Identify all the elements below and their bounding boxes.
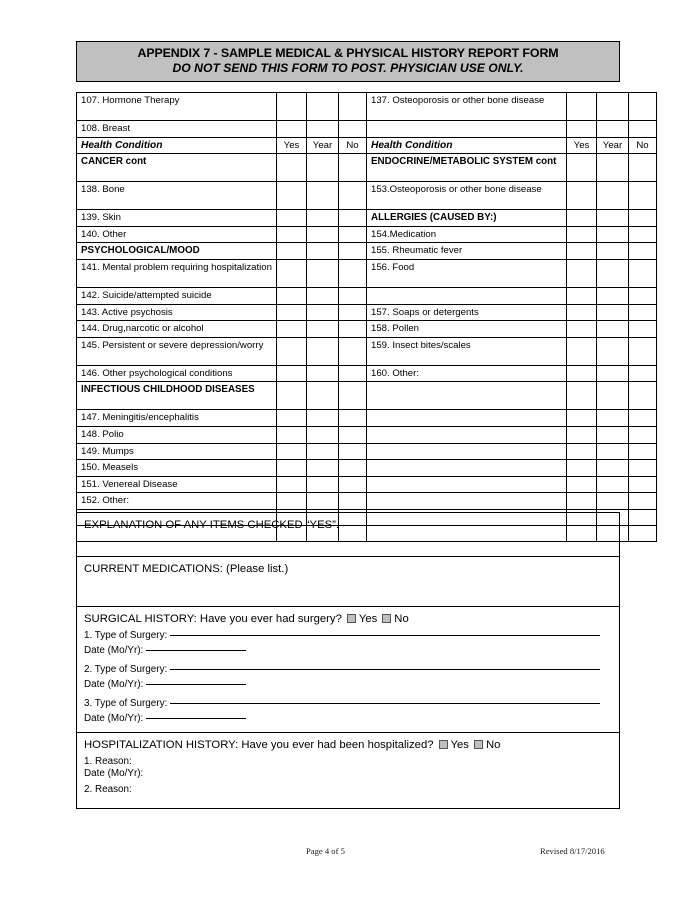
health-condition-table-body bbox=[77, 93, 657, 542]
yes-checkbox-cell-right[interactable] bbox=[567, 460, 597, 477]
explanation-section[interactable] bbox=[76, 512, 620, 557]
yes-checkbox-cell-right[interactable] bbox=[567, 182, 597, 210]
year-cell-right[interactable] bbox=[597, 365, 629, 382]
year-cell-left[interactable] bbox=[307, 154, 339, 182]
table-row bbox=[77, 493, 657, 510]
no-checkbox-cell-right[interactable] bbox=[629, 304, 657, 321]
year-cell-right[interactable] bbox=[597, 321, 629, 338]
no-checkbox-cell-left[interactable] bbox=[339, 321, 367, 338]
condition-label-left: 140. Other bbox=[77, 226, 277, 243]
surgical-yes-label: Yes bbox=[358, 613, 378, 625]
year-cell-right[interactable] bbox=[597, 304, 629, 321]
no-checkbox-cell-left[interactable] bbox=[339, 182, 367, 210]
no-checkbox-cell-right[interactable] bbox=[629, 210, 657, 227]
yes-checkbox-cell-left[interactable] bbox=[277, 121, 307, 138]
no-checkbox-cell-left[interactable] bbox=[339, 121, 367, 138]
year-cell-left[interactable] bbox=[307, 182, 339, 210]
column-header-condition-left: Health Condition bbox=[77, 137, 277, 154]
surgical-history-title-row bbox=[84, 612, 613, 627]
table-row bbox=[77, 443, 657, 460]
yes-checkbox-cell-left[interactable] bbox=[277, 337, 307, 365]
table-row bbox=[77, 210, 657, 227]
year-cell-left[interactable] bbox=[307, 226, 339, 243]
column-header-year-right: Year bbox=[597, 137, 629, 154]
surgical-history-title: SURGICAL HISTORY: Have you ever had surgery? bbox=[84, 613, 342, 625]
yes-checkbox-cell-right[interactable] bbox=[567, 410, 597, 427]
year-cell-left[interactable] bbox=[307, 287, 339, 304]
table-row bbox=[77, 259, 657, 287]
yes-checkbox-cell-left[interactable] bbox=[277, 493, 307, 510]
year-cell-right[interactable] bbox=[597, 243, 629, 260]
yes-checkbox-cell-right[interactable] bbox=[567, 259, 597, 287]
table-header-row bbox=[77, 137, 657, 154]
condition-label-left: 139. Skin bbox=[77, 210, 277, 227]
yes-checkbox-cell-right[interactable] bbox=[567, 382, 597, 410]
yes-checkbox-cell-left[interactable] bbox=[277, 93, 307, 121]
no-checkbox-cell-right[interactable] bbox=[629, 426, 657, 443]
no-checkbox-cell-right[interactable] bbox=[629, 493, 657, 510]
form-title-line-1: APPENDIX 7 - SAMPLE MEDICAL & PHYSICAL HISTORY REPORT FORM bbox=[137, 46, 559, 60]
condition-label-right bbox=[367, 410, 567, 427]
condition-label-left: 138. Bone bbox=[77, 182, 277, 210]
year-cell-right[interactable] bbox=[597, 410, 629, 427]
condition-label-left: 151. Venereal Disease bbox=[77, 476, 277, 493]
surgery-3-type-label: 3. Type of Surgery: bbox=[84, 697, 168, 709]
footer-page-number: Page 4 of 5 bbox=[306, 846, 345, 856]
health-condition-table bbox=[76, 92, 657, 542]
surgical-no-checkbox[interactable] bbox=[382, 614, 391, 623]
no-checkbox-cell-left[interactable] bbox=[339, 410, 367, 427]
form-title-banner bbox=[76, 41, 620, 82]
surgery-3-type-input[interactable] bbox=[170, 695, 600, 704]
yes-checkbox-cell-right[interactable] bbox=[567, 210, 597, 227]
current-medications-title: CURRENT MEDICATIONS: (Please list.) bbox=[84, 563, 289, 575]
no-checkbox-cell-right[interactable] bbox=[629, 509, 657, 525]
condition-label-right bbox=[367, 382, 567, 410]
yes-checkbox-cell-right[interactable] bbox=[567, 337, 597, 365]
no-checkbox-cell-left[interactable] bbox=[339, 337, 367, 365]
surgery-1-date-label: Date (Mo/Yr): bbox=[84, 645, 144, 657]
yes-checkbox-cell-left[interactable] bbox=[277, 182, 307, 210]
no-checkbox-cell-left[interactable] bbox=[339, 304, 367, 321]
condition-label-left: 144. Drug,narcotic or alcohol bbox=[77, 321, 277, 338]
table-row bbox=[77, 93, 657, 121]
table-row bbox=[77, 382, 657, 410]
condition-label-right: ENDOCRINE/METABOLIC SYSTEM cont bbox=[367, 154, 567, 182]
surgical-yes-checkbox[interactable] bbox=[347, 614, 356, 623]
hospitalization-yes-checkbox[interactable] bbox=[439, 740, 448, 749]
no-checkbox-cell-left[interactable] bbox=[339, 259, 367, 287]
yes-checkbox-cell-left[interactable] bbox=[277, 210, 307, 227]
surgery-2-type-input[interactable] bbox=[170, 661, 600, 670]
no-checkbox-cell-right[interactable] bbox=[629, 382, 657, 410]
condition-label-right: 137. Osteoporosis or other bone disease bbox=[367, 93, 567, 121]
condition-label-left: 148. Polio bbox=[77, 426, 277, 443]
current-medications-section[interactable] bbox=[76, 556, 620, 607]
hospitalization-history-section bbox=[76, 732, 620, 809]
condition-label-left: 145. Persistent or severe depression/worry bbox=[77, 337, 277, 365]
table-row bbox=[77, 121, 657, 138]
condition-label-left: 152. Other: bbox=[77, 493, 277, 510]
year-cell-left[interactable] bbox=[307, 493, 339, 510]
column-header-no-left: No bbox=[339, 137, 367, 154]
no-checkbox-cell-left[interactable] bbox=[339, 287, 367, 304]
year-cell-right[interactable] bbox=[597, 337, 629, 365]
condition-label-left: 150. Measels bbox=[77, 460, 277, 477]
no-checkbox-cell-left[interactable] bbox=[339, 226, 367, 243]
condition-label-left: PSYCHOLOGICAL/MOOD bbox=[77, 243, 277, 260]
surgery-1-type-row bbox=[84, 627, 613, 642]
condition-label-right: 155. Rheumatic fever bbox=[367, 243, 567, 260]
no-checkbox-cell-right[interactable] bbox=[629, 460, 657, 477]
no-checkbox-cell-right[interactable] bbox=[629, 93, 657, 121]
no-checkbox-cell-left[interactable] bbox=[339, 93, 367, 121]
year-cell-left[interactable] bbox=[307, 460, 339, 477]
condition-label-left: CANCER cont bbox=[77, 154, 277, 182]
no-checkbox-cell-right[interactable] bbox=[629, 365, 657, 382]
condition-label-right bbox=[367, 476, 567, 493]
yes-checkbox-cell-right[interactable] bbox=[567, 121, 597, 138]
yes-checkbox-cell-left[interactable] bbox=[277, 243, 307, 260]
yes-checkbox-cell-left[interactable] bbox=[277, 154, 307, 182]
year-cell-right[interactable] bbox=[597, 460, 629, 477]
year-cell-right[interactable] bbox=[597, 426, 629, 443]
table-row bbox=[77, 337, 657, 365]
column-header-no-right: No bbox=[629, 137, 657, 154]
explanation-title: EXPLANATION OF ANY ITEMS CHECKED “YES”. bbox=[84, 519, 340, 531]
yes-checkbox-cell-right[interactable] bbox=[567, 226, 597, 243]
yes-checkbox-cell-left[interactable] bbox=[277, 365, 307, 382]
hospitalization-2-reason-row[interactable]: 2. Reason: bbox=[84, 783, 132, 795]
condition-label-right bbox=[367, 493, 567, 510]
no-checkbox-cell-left[interactable] bbox=[339, 426, 367, 443]
column-header-yes-right: Yes bbox=[567, 137, 597, 154]
condition-label-right bbox=[367, 443, 567, 460]
table-row bbox=[77, 287, 657, 304]
surgery-1-date-row bbox=[84, 642, 613, 657]
yes-checkbox-cell-right[interactable] bbox=[567, 443, 597, 460]
yes-checkbox-cell-right[interactable] bbox=[567, 304, 597, 321]
year-cell-right[interactable] bbox=[597, 287, 629, 304]
condition-label-right: 160. Other: bbox=[367, 365, 567, 382]
year-cell-left[interactable] bbox=[307, 426, 339, 443]
surgery-1-date-input[interactable] bbox=[146, 642, 246, 651]
hospitalization-history-title-row bbox=[84, 738, 613, 753]
year-cell-left[interactable] bbox=[307, 337, 339, 365]
surgery-3-date-input[interactable] bbox=[146, 710, 246, 719]
hospitalization-yes-label: Yes bbox=[450, 739, 469, 751]
no-checkbox-cell-right[interactable] bbox=[629, 121, 657, 138]
no-checkbox-cell-right[interactable] bbox=[629, 525, 657, 541]
surgery-1-type-label: 1. Type of Surgery: bbox=[84, 630, 168, 641]
no-checkbox-cell-right[interactable] bbox=[629, 182, 657, 210]
condition-label-right: ALLERGIES (CAUSED BY:) bbox=[367, 210, 567, 227]
year-cell-left[interactable] bbox=[307, 259, 339, 287]
column-header-condition-right: Health Condition bbox=[367, 137, 567, 154]
condition-label-right: 157. Soaps or detergents bbox=[367, 304, 567, 321]
year-cell-right[interactable] bbox=[597, 382, 629, 410]
yes-checkbox-cell-right[interactable] bbox=[567, 365, 597, 382]
year-cell-right[interactable] bbox=[597, 93, 629, 121]
yes-checkbox-cell-right[interactable] bbox=[567, 287, 597, 304]
yes-checkbox-cell-right[interactable] bbox=[567, 243, 597, 260]
hospitalization-no-label: No bbox=[485, 739, 501, 751]
yes-checkbox-cell-left[interactable] bbox=[277, 443, 307, 460]
no-checkbox-cell-right[interactable] bbox=[629, 154, 657, 182]
no-checkbox-cell-right[interactable] bbox=[629, 243, 657, 260]
table-row bbox=[77, 321, 657, 338]
condition-label-right: 153.Osteoporosis or other bone disease bbox=[367, 182, 567, 210]
form-title-line-2: DO NOT SEND THIS FORM TO POST. PHYSICIAN USE ONLY. bbox=[172, 61, 524, 75]
yes-checkbox-cell-left[interactable] bbox=[277, 476, 307, 493]
year-cell-right[interactable] bbox=[597, 493, 629, 510]
yes-checkbox-cell-right[interactable] bbox=[567, 154, 597, 182]
no-checkbox-cell-left[interactable] bbox=[339, 243, 367, 260]
no-checkbox-cell-right[interactable] bbox=[629, 321, 657, 338]
table-row bbox=[77, 476, 657, 493]
footer-revised-date: Revised 8/17/2016 bbox=[540, 846, 605, 856]
yes-checkbox-cell-left[interactable] bbox=[277, 287, 307, 304]
no-checkbox-cell-left[interactable] bbox=[339, 443, 367, 460]
table-row bbox=[77, 243, 657, 260]
table-row bbox=[77, 365, 657, 382]
year-cell-left[interactable] bbox=[307, 210, 339, 227]
no-checkbox-cell-left[interactable] bbox=[339, 382, 367, 410]
condition-label-left: 149. Mumps bbox=[77, 443, 277, 460]
year-cell-right[interactable] bbox=[597, 121, 629, 138]
condition-label-right: 156. Food bbox=[367, 259, 567, 287]
yes-checkbox-cell-left[interactable] bbox=[277, 410, 307, 427]
no-checkbox-cell-right[interactable] bbox=[629, 337, 657, 365]
year-cell-right[interactable] bbox=[597, 210, 629, 227]
year-cell-left[interactable] bbox=[307, 365, 339, 382]
column-header-year-left: Year bbox=[307, 137, 339, 154]
no-checkbox-cell-right[interactable] bbox=[629, 226, 657, 243]
no-checkbox-cell-right[interactable] bbox=[629, 287, 657, 304]
condition-label-right: 159. Insect bites/scales bbox=[367, 337, 567, 365]
no-checkbox-cell-left[interactable] bbox=[339, 460, 367, 477]
hospitalization-1-date-row[interactable]: Date (Mo/Yr): bbox=[84, 768, 144, 780]
yes-checkbox-cell-left[interactable] bbox=[277, 321, 307, 338]
surgery-1-type-input[interactable] bbox=[170, 627, 600, 636]
hospitalization-no-checkbox[interactable] bbox=[474, 740, 483, 749]
table-row bbox=[77, 426, 657, 443]
year-cell-left[interactable] bbox=[307, 382, 339, 410]
surgery-2-date-label: Date (Mo/Yr): bbox=[84, 679, 144, 691]
hospitalization-1-reason-row[interactable]: 1. Reason: bbox=[84, 756, 132, 767]
no-checkbox-cell-right[interactable] bbox=[629, 259, 657, 287]
yes-checkbox-cell-right[interactable] bbox=[567, 321, 597, 338]
year-cell-right[interactable] bbox=[597, 154, 629, 182]
condition-label-left: INFECTIOUS CHILDHOOD DISEASES bbox=[77, 382, 277, 410]
hospitalization-history-title: HOSPITALIZATION HISTORY: Have you ever had been hospitalized? bbox=[84, 739, 434, 751]
condition-label-right bbox=[367, 287, 567, 304]
table-row bbox=[77, 226, 657, 243]
condition-label-left: 146. Other psychological conditions bbox=[77, 365, 277, 382]
surgery-2-date-row bbox=[84, 676, 613, 691]
condition-label-right: 158. Pollen bbox=[367, 321, 567, 338]
year-cell-right[interactable] bbox=[597, 182, 629, 210]
condition-label-right: 154.Medication bbox=[367, 226, 567, 243]
yes-checkbox-cell-right[interactable] bbox=[567, 493, 597, 510]
condition-label-left: 142. Suicide/attempted suicide bbox=[77, 287, 277, 304]
year-cell-left[interactable] bbox=[307, 93, 339, 121]
year-cell-left[interactable] bbox=[307, 304, 339, 321]
year-cell-left[interactable] bbox=[307, 476, 339, 493]
surgical-history-section bbox=[76, 606, 620, 733]
no-checkbox-cell-left[interactable] bbox=[339, 476, 367, 493]
table-row bbox=[77, 410, 657, 427]
no-checkbox-cell-right[interactable] bbox=[629, 443, 657, 460]
surgery-3-date-label: Date (Mo/Yr): bbox=[84, 713, 144, 725]
table-row bbox=[77, 460, 657, 477]
yes-checkbox-cell-left[interactable] bbox=[277, 259, 307, 287]
no-checkbox-cell-left[interactable] bbox=[339, 493, 367, 510]
yes-checkbox-cell-left[interactable] bbox=[277, 226, 307, 243]
yes-checkbox-cell-right[interactable] bbox=[567, 93, 597, 121]
year-cell-left[interactable] bbox=[307, 121, 339, 138]
surgery-2-type-label: 2. Type of Surgery: bbox=[84, 663, 168, 675]
yes-checkbox-cell-left[interactable] bbox=[277, 460, 307, 477]
table-row bbox=[77, 304, 657, 321]
yes-checkbox-cell-right[interactable] bbox=[567, 426, 597, 443]
condition-label-right bbox=[367, 426, 567, 443]
condition-label-left: 108. Breast bbox=[77, 121, 277, 138]
year-cell-left[interactable] bbox=[307, 443, 339, 460]
year-cell-right[interactable] bbox=[597, 476, 629, 493]
table-row bbox=[77, 154, 657, 182]
yes-checkbox-cell-left[interactable] bbox=[277, 304, 307, 321]
no-checkbox-cell-right[interactable] bbox=[629, 476, 657, 493]
surgical-no-label: No bbox=[394, 613, 409, 625]
year-cell-left[interactable] bbox=[307, 243, 339, 260]
year-cell-right[interactable] bbox=[597, 226, 629, 243]
surgery-3-type-row bbox=[84, 695, 613, 710]
year-cell-right[interactable] bbox=[597, 443, 629, 460]
surgery-3-date-row bbox=[84, 710, 613, 725]
column-header-yes-left: Yes bbox=[277, 137, 307, 154]
surgery-2-date-input[interactable] bbox=[146, 676, 246, 685]
condition-label-left: 147. Meningitis/encephalitis bbox=[77, 410, 277, 427]
yes-checkbox-cell-left[interactable] bbox=[277, 382, 307, 410]
yes-checkbox-cell-left[interactable] bbox=[277, 426, 307, 443]
no-checkbox-cell-right[interactable] bbox=[629, 410, 657, 427]
no-checkbox-cell-left[interactable] bbox=[339, 210, 367, 227]
no-checkbox-cell-left[interactable] bbox=[339, 154, 367, 182]
condition-label-right bbox=[367, 460, 567, 477]
year-cell-right[interactable] bbox=[597, 259, 629, 287]
condition-label-left: 107. Hormone Therapy bbox=[77, 93, 277, 121]
no-checkbox-cell-left[interactable] bbox=[339, 365, 367, 382]
yes-checkbox-cell-right[interactable] bbox=[567, 476, 597, 493]
surgery-2-type-row bbox=[84, 661, 613, 676]
table-row bbox=[77, 182, 657, 210]
year-cell-left[interactable] bbox=[307, 410, 339, 427]
condition-label-left: 141. Mental problem requiring hospitalization bbox=[77, 259, 277, 287]
condition-label-right bbox=[367, 121, 567, 138]
condition-label-left: 143. Active psychosis bbox=[77, 304, 277, 321]
year-cell-left[interactable] bbox=[307, 321, 339, 338]
